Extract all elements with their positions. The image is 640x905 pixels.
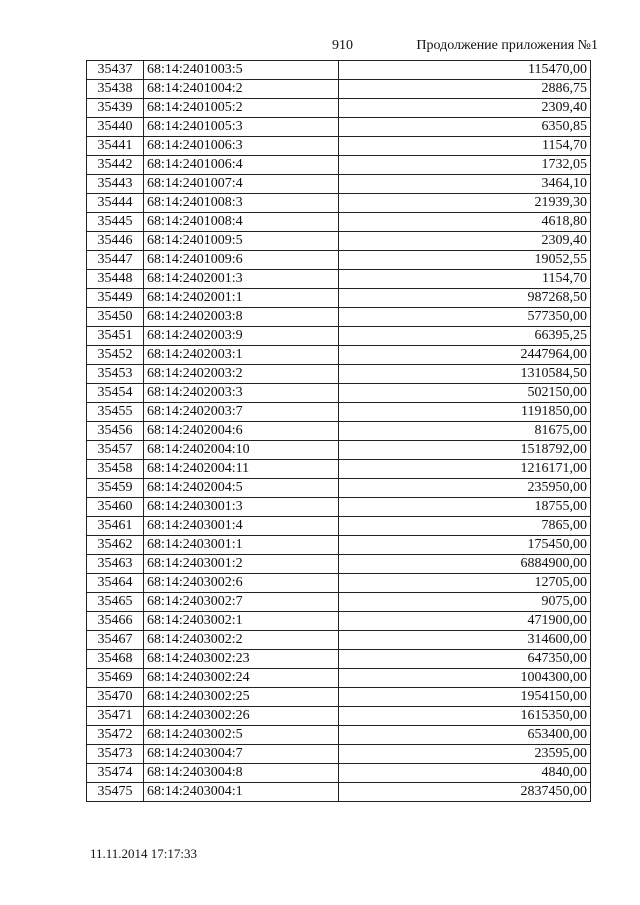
row-number-cell: 35451: [87, 327, 144, 346]
cadastral-number-cell: 68:14:2401008:3: [144, 194, 339, 213]
print-timestamp: 11.11.2014 17:17:33: [90, 846, 198, 861]
page-title: Продолжение приложения №1: [416, 38, 598, 53]
cadastral-number-cell: 68:14:2401005:2: [144, 99, 339, 118]
table-row: [87, 365, 591, 384]
cadastral-number-cell: 68:14:2401007:4: [144, 175, 339, 194]
cadastral-number-cell: 68:14:2403001:4: [144, 517, 339, 536]
cadastral-number-cell: 68:14:2402003:7: [144, 403, 339, 422]
cadastral-number-cell: 68:14:2402004:6: [144, 422, 339, 441]
value-cell: 9075,00: [339, 593, 591, 612]
value-cell: 19052,55: [339, 251, 591, 270]
cadastral-number-cell: 68:14:2402004:10: [144, 441, 339, 460]
value-cell: 1615350,00: [339, 707, 591, 726]
cadastral-number-cell: 68:14:2401005:3: [144, 118, 339, 137]
row-number-cell: 35468: [87, 650, 144, 669]
value-cell: 7865,00: [339, 517, 591, 536]
value-cell: 23595,00: [339, 745, 591, 764]
value-cell: 1154,70: [339, 270, 591, 289]
table-row: [87, 251, 591, 270]
cadastral-number-cell: 68:14:2402004:11: [144, 460, 339, 479]
row-number-cell: 35438: [87, 80, 144, 99]
row-number-cell: 35472: [87, 726, 144, 745]
table-row: [87, 555, 591, 574]
row-number-cell: 35471: [87, 707, 144, 726]
row-number-cell: 35474: [87, 764, 144, 783]
row-number-cell: 35457: [87, 441, 144, 460]
row-number-cell: 35450: [87, 308, 144, 327]
cadastral-number-cell: 68:14:2401006:4: [144, 156, 339, 175]
cadastral-number-cell: 68:14:2403001:1: [144, 536, 339, 555]
table-row: [87, 213, 591, 232]
table-row: [87, 479, 591, 498]
table-row: [87, 118, 591, 137]
table-row: [87, 441, 591, 460]
table-row: [87, 384, 591, 403]
row-number-cell: 35455: [87, 403, 144, 422]
row-number-cell: 35467: [87, 631, 144, 650]
value-cell: 66395,25: [339, 327, 591, 346]
table-row: [87, 783, 591, 802]
row-number-cell: 35456: [87, 422, 144, 441]
cadastral-number-cell: 68:14:2402003:8: [144, 308, 339, 327]
value-cell: 2309,40: [339, 99, 591, 118]
table-row: [87, 498, 591, 517]
value-cell: 2837450,00: [339, 783, 591, 802]
value-cell: 81675,00: [339, 422, 591, 441]
table-row: [87, 232, 591, 251]
row-number-cell: 35440: [87, 118, 144, 137]
table-row: [87, 175, 591, 194]
table-row: [87, 99, 591, 118]
value-cell: 6884900,00: [339, 555, 591, 574]
cadastral-number-cell: 68:14:2402001:1: [144, 289, 339, 308]
row-number-cell: 35461: [87, 517, 144, 536]
cadastral-number-cell: 68:14:2403002:24: [144, 669, 339, 688]
value-cell: 4840,00: [339, 764, 591, 783]
value-cell: 6350,85: [339, 118, 591, 137]
value-cell: 4618,80: [339, 213, 591, 232]
row-number-cell: 35470: [87, 688, 144, 707]
row-number-cell: 35469: [87, 669, 144, 688]
cadastral-number-cell: 68:14:2403002:23: [144, 650, 339, 669]
row-number-cell: 35459: [87, 479, 144, 498]
value-cell: 1004300,00: [339, 669, 591, 688]
cadastral-number-cell: 68:14:2403002:5: [144, 726, 339, 745]
table-row: [87, 61, 591, 80]
page-number: 910: [332, 38, 353, 53]
table-row: [87, 327, 591, 346]
row-number-cell: 35452: [87, 346, 144, 365]
value-cell: 115470,00: [339, 61, 591, 80]
table-row: [87, 593, 591, 612]
table-row: [87, 726, 591, 745]
table-row: [87, 403, 591, 422]
cadastral-number-cell: 68:14:2401009:6: [144, 251, 339, 270]
row-number-cell: 35443: [87, 175, 144, 194]
value-cell: 235950,00: [339, 479, 591, 498]
value-cell: 502150,00: [339, 384, 591, 403]
row-number-cell: 35473: [87, 745, 144, 764]
value-cell: 3464,10: [339, 175, 591, 194]
value-cell: 1310584,50: [339, 365, 591, 384]
value-cell: 2309,40: [339, 232, 591, 251]
cadastral-number-cell: 68:14:2402003:9: [144, 327, 339, 346]
row-number-cell: 35463: [87, 555, 144, 574]
value-cell: 18755,00: [339, 498, 591, 517]
value-cell: 314600,00: [339, 631, 591, 650]
table-body: [87, 61, 591, 802]
cadastral-number-cell: 68:14:2402001:3: [144, 270, 339, 289]
cadastral-number-cell: 68:14:2403004:8: [144, 764, 339, 783]
table-row: [87, 137, 591, 156]
cadastral-number-cell: 68:14:2401003:5: [144, 61, 339, 80]
value-cell: 1216171,00: [339, 460, 591, 479]
value-cell: 1518792,00: [339, 441, 591, 460]
row-number-cell: 35460: [87, 498, 144, 517]
table-row: [87, 194, 591, 213]
value-cell: 21939,30: [339, 194, 591, 213]
table-row: [87, 669, 591, 688]
cadastral-number-cell: 68:14:2403004:1: [144, 783, 339, 802]
row-number-cell: 35448: [87, 270, 144, 289]
table-row: [87, 536, 591, 555]
table-row: [87, 346, 591, 365]
value-cell: 471900,00: [339, 612, 591, 631]
cadastral-number-cell: 68:14:2401008:4: [144, 213, 339, 232]
cadastral-number-cell: 68:14:2403002:26: [144, 707, 339, 726]
table-row: [87, 308, 591, 327]
cadastral-number-cell: 68:14:2401004:2: [144, 80, 339, 99]
row-number-cell: 35462: [87, 536, 144, 555]
table-row: [87, 631, 591, 650]
row-number-cell: 35446: [87, 232, 144, 251]
row-number-cell: 35458: [87, 460, 144, 479]
row-number-cell: 35449: [87, 289, 144, 308]
value-cell: 1154,70: [339, 137, 591, 156]
value-cell: 12705,00: [339, 574, 591, 593]
row-number-cell: 35437: [87, 61, 144, 80]
row-number-cell: 35475: [87, 783, 144, 802]
cadastral-number-cell: 68:14:2401009:5: [144, 232, 339, 251]
table-row: [87, 650, 591, 669]
row-number-cell: 35466: [87, 612, 144, 631]
row-number-cell: 35464: [87, 574, 144, 593]
cadastral-number-cell: 68:14:2402003:3: [144, 384, 339, 403]
value-cell: 1732,05: [339, 156, 591, 175]
cadastral-number-cell: 68:14:2403002:25: [144, 688, 339, 707]
table-row: [87, 289, 591, 308]
value-cell: 2886,75: [339, 80, 591, 99]
cadastral-number-cell: 68:14:2403002:2: [144, 631, 339, 650]
table-row: [87, 156, 591, 175]
row-number-cell: 35454: [87, 384, 144, 403]
value-cell: 1954150,00: [339, 688, 591, 707]
table-row: [87, 460, 591, 479]
cadastral-number-cell: 68:14:2403001:3: [144, 498, 339, 517]
cadastral-number-cell: 68:14:2403002:7: [144, 593, 339, 612]
value-cell: 1191850,00: [339, 403, 591, 422]
row-number-cell: 35447: [87, 251, 144, 270]
cadastral-number-cell: 68:14:2403001:2: [144, 555, 339, 574]
table-row: [87, 612, 591, 631]
table-row: [87, 270, 591, 289]
table-row: [87, 688, 591, 707]
row-number-cell: 35445: [87, 213, 144, 232]
row-number-cell: 35453: [87, 365, 144, 384]
cadastral-number-cell: 68:14:2402004:5: [144, 479, 339, 498]
cadastral-number-cell: 68:14:2402003:1: [144, 346, 339, 365]
row-number-cell: 35444: [87, 194, 144, 213]
value-cell: 2447964,00: [339, 346, 591, 365]
cadastral-number-cell: 68:14:2403004:7: [144, 745, 339, 764]
table-row: [87, 422, 591, 441]
table-row: [87, 764, 591, 783]
cadastral-number-cell: 68:14:2403002:1: [144, 612, 339, 631]
table-row: [87, 574, 591, 593]
value-cell: 987268,50: [339, 289, 591, 308]
table-row: [87, 745, 591, 764]
value-cell: 653400,00: [339, 726, 591, 745]
table-row: [87, 517, 591, 536]
cadastral-number-cell: 68:14:2403002:6: [144, 574, 339, 593]
value-cell: 175450,00: [339, 536, 591, 555]
row-number-cell: 35442: [87, 156, 144, 175]
table-row: [87, 80, 591, 99]
row-number-cell: 35439: [87, 99, 144, 118]
cadastral-number-cell: 68:14:2402003:2: [144, 365, 339, 384]
row-number-cell: 35465: [87, 593, 144, 612]
value-cell: 577350,00: [339, 308, 591, 327]
value-cell: 647350,00: [339, 650, 591, 669]
cadastral-value-table: [86, 60, 591, 802]
cadastral-number-cell: 68:14:2401006:3: [144, 137, 339, 156]
table-row: [87, 707, 591, 726]
row-number-cell: 35441: [87, 137, 144, 156]
